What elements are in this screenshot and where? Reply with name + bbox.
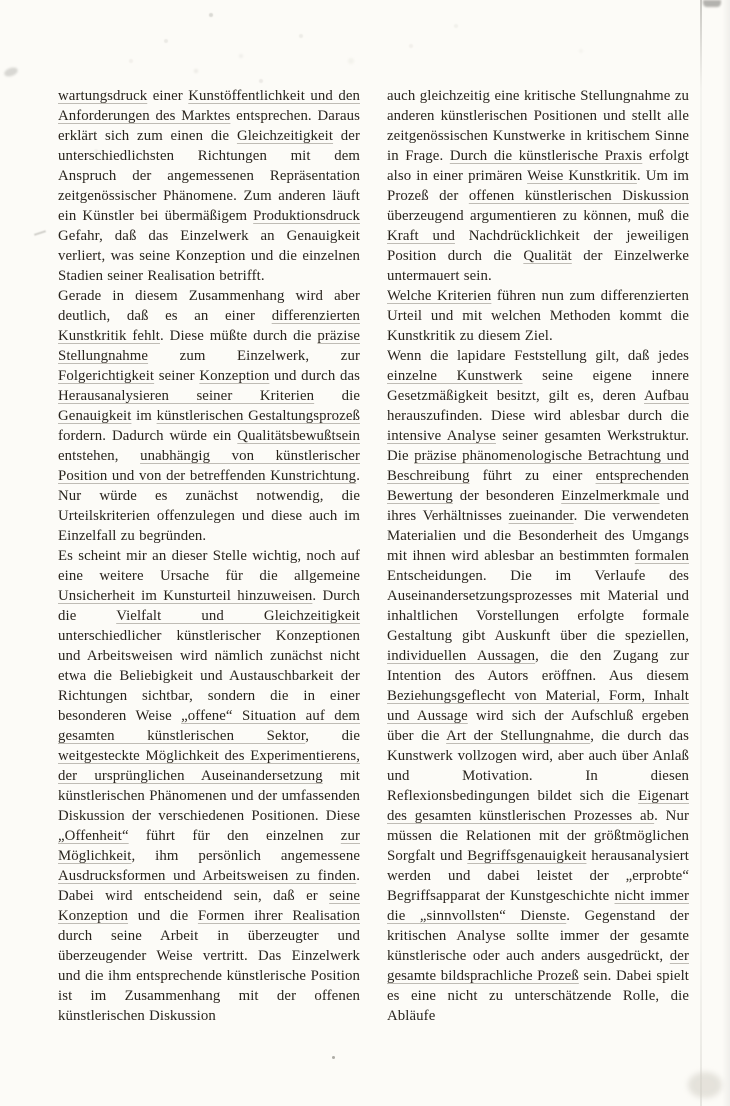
scan-speckles	[0, 0, 2, 2]
text-segment: überzeugend argumentieren zu können, muß die	[387, 208, 689, 224]
paragraph	[387, 86, 689, 286]
text-segment: Gerade in diesem Zusammenhang wird aber deutlich, daß es an einer	[58, 288, 360, 324]
pencil-underlined-text: Produktionsdruck	[253, 208, 360, 224]
scan-blob-bottom-right	[688, 1072, 722, 1098]
pencil-underlined-text: Weise Kunstkritik	[527, 168, 637, 184]
text-segment: der besonderen	[452, 488, 562, 504]
text-segment: . Gegenstand der kritischen Analyse sollte immer der gesamte künstlerische oder auch anders ausgedrückt,	[387, 908, 690, 964]
text-segment: , die	[305, 728, 360, 744]
pencil-underlined-text: Art der Stellungnahme	[446, 728, 591, 744]
page-edge-line	[700, 0, 702, 1106]
pencil-underlined-text: individuellen Aussagen	[387, 648, 536, 664]
text-segment: . Durch die	[58, 588, 360, 624]
text-segment: fordern. Dadurch würde ein	[58, 428, 238, 444]
text-segment: . Dabei wird entscheidend sein, daß er	[58, 868, 360, 904]
text-segment: , die durch das Kunstwerk vollzogen wird, aber auch über Anlaß und Motivation. In diesen Reflexionsbedingungen bildet sich die	[387, 728, 689, 804]
paragraph	[58, 546, 360, 1026]
text-segment: wird sich der Aufschluß ergeben über die	[387, 708, 690, 744]
text-segment: Es scheint mir an dieser Stelle wichtig, noch auf eine weitere Ursache für die allgemeine	[58, 548, 360, 584]
pencil-underlined-text: weitgesteckte Möglichkeit des Experimentierens, der ursprünglichen Auseinandersetzung	[58, 748, 360, 784]
pencil-underlined-text: Konzeption	[199, 368, 270, 384]
text-segment: sein. Dabei spielt es eine nicht zu unterschätzende Rolle, die Abläufe	[387, 968, 689, 1024]
pencil-underlined-text: Kunstöffentlichkeit und den Anforderungen des Marktes	[58, 88, 360, 124]
scan-speck-bottom-center	[332, 1056, 335, 1059]
pencil-underlined-text: Welche Kriterien	[387, 288, 492, 304]
text-segment: unterschiedlicher künstlerischer Konzeptionen und Arbeitsweisen wird nämlich zunächst nicht etwa die Beliebigkeit und Austauschbarkeit der Richtungen sichtbar, sondern die in einer besonderen Weise	[58, 628, 360, 724]
paragraph	[58, 86, 360, 286]
text-segment: mit künstlerischen Phänomenen und der umfassenden Diskussion der verschiedenen Positionen. Diese	[58, 768, 360, 824]
text-segment: erfolgt also in einer primären	[387, 148, 689, 184]
pencil-underlined-text: Qualitätsbewußtsein	[237, 428, 360, 444]
pencil-underlined-text: Begriffsgenauigkeit	[467, 848, 587, 864]
text-segment: . Um im Prozeß der	[387, 168, 689, 204]
text-segment: . Diese müßte durch die	[160, 328, 318, 344]
text-column-left	[58, 86, 360, 1026]
pencil-underlined-text: „Offenheit“	[58, 828, 129, 844]
text-segment: im	[131, 408, 157, 424]
pencil-underlined-text: Ausdrucksformen und Arbeitsweisen zu finden	[58, 868, 357, 884]
text-segment: entsprechen. Daraus erklärt sich zum einen die	[58, 108, 360, 144]
pencil-underlined-text: Kraft und	[387, 228, 455, 244]
text-segment: . Nur müssen die Relationen mit der größtmöglichen Sorgfalt und	[387, 808, 689, 864]
pencil-underlined-text: Genauigkeit	[58, 408, 132, 424]
text-segment: . Die verwendeten Materialien und die Besonderheit des Umgangs mit ihnen wird ablesbar an bestimmten	[387, 508, 689, 564]
pencil-underlined-text: offenen künstlerischen Diskussion	[468, 188, 690, 204]
pencil-underlined-text: seine Konzeption	[58, 888, 360, 924]
pencil-underlined-text: zur Möglichkeit	[58, 828, 360, 864]
text-segment: , die den Zugang zur Intention des Autors eröffnen. Aus diesem	[387, 648, 689, 684]
text-segment: auch gleichzeitig eine kritische Stellungnahme zu anderen künstlerischen Positionen und stellt alle zeitgenössischen Kunstwerke in kritischem Sinne in Frage.	[387, 88, 689, 164]
text-segment: , ihm persönlich angemessene	[131, 848, 360, 864]
text-column-right	[387, 86, 689, 1026]
paragraph	[387, 346, 689, 1026]
pencil-underlined-text: künstlerischen Gestaltungsprozeß	[156, 408, 360, 424]
text-segment: seiner gesamten Werkstruktur. Die	[387, 428, 689, 464]
pencil-underlined-text: einzelne Kunstwerk	[387, 368, 523, 384]
text-segment: führen nun zum differenzierten Urteil und mit welchen Methoden kommt die Kunstkritik zu diesem Ziel.	[387, 288, 689, 344]
text-segment: Wenn die lapidare Feststellung gilt, daß jedes	[387, 348, 689, 364]
pencil-underlined-text: Formen ihrer Realisation	[197, 908, 360, 924]
text-segment: entstehen,	[58, 448, 141, 464]
pencil-underlined-text: präzise Stellungnahme	[58, 328, 360, 364]
text-segment: und durch das	[269, 368, 360, 384]
text-segment: durch seine Arbeit in überzeugter und überzeugender Weise vertritt. Das Einzelwerk und die ihm entsprechende künstlerische Position ist im Zusammenhang mit der offenen künstlerischen Diskussion	[58, 928, 360, 1024]
pencil-underlined-text: präzise phänomenologische Betrachtung und Beschreibung	[387, 448, 689, 484]
pencil-underlined-text: differenzierten Kunstkritik fehlt	[58, 308, 360, 344]
pencil-underlined-text: Aufbau	[644, 388, 689, 404]
pencil-underlined-text: intensive Analyse	[387, 428, 496, 444]
pencil-underlined-text: „offene“ Situation auf dem gesamten künstlerischen Sektor	[58, 708, 360, 744]
text-segment: zum Einzelwerk, zur	[148, 348, 360, 364]
text-segment: die	[314, 388, 360, 404]
text-segment: und die	[128, 908, 198, 924]
paragraph	[387, 286, 689, 346]
pencil-tick-left-margin	[34, 230, 46, 236]
text-segment: herauszufinden. Diese wird ablesbar durch die	[387, 408, 689, 424]
pencil-underlined-text: der gesamte bildsprachliche Prozeß	[387, 948, 689, 984]
pencil-underlined-text: formalen	[634, 548, 689, 564]
text-segment: führt für den einzelnen	[128, 828, 341, 844]
text-segment: seiner	[154, 368, 200, 384]
two-column-text-block	[58, 86, 690, 1026]
pencil-underlined-text: unabhängig von künstlerischer Position und von der betreffenden Kunstrichtung	[58, 448, 360, 484]
text-segment: . Nur würde es zunächst notwendig, die Urteilskriterien offenzulegen und diese auch im Einzelfall zu begründen.	[58, 468, 360, 544]
pencil-underlined-text: Herausanalysieren seiner Kriterien	[58, 388, 315, 404]
text-segment: seine eigene innere Gesetzmäßigkeit besitzt, gilt es, deren	[387, 368, 689, 404]
pencil-underlined-text: Beziehungsgeflecht von Material, Form, Inhalt und Aussage	[387, 688, 689, 724]
pencil-underlined-text: Vielfalt und Gleichzeitigkeit	[116, 608, 361, 624]
text-segment: führt zu einer	[469, 468, 596, 484]
pencil-underlined-text: entsprechenden Bewertung	[387, 468, 689, 504]
pencil-underlined-text: Qualität	[523, 248, 572, 264]
text-segment: einer	[147, 88, 189, 104]
pencil-underlined-text: Einzelmerkmale	[561, 488, 660, 504]
text-segment: Entscheidungen. Die im Verlaufe des Auseinandersetzungsprozesses mit Material und inhaltlichen Vorstellungen erfolgte formale Gestaltung gibt Auskunft über die speziellen,	[387, 568, 689, 644]
pencil-underlined-text: wartungsdruck	[58, 88, 148, 104]
pencil-underlined-text: Unsicherheit im Kunsturteil hinzuweisen	[58, 588, 313, 604]
pencil-underlined-text: zueinander	[508, 508, 574, 524]
text-segment: Gefahr, daß das Einzelwerk an Genauigkeit verliert, was seine Konzeption und die einzelnen Stadien seiner Realisation betrifft.	[58, 228, 360, 284]
pencil-underlined-text: nicht immer die „sinnvollsten“ Dienste	[387, 888, 689, 924]
text-segment: der Einzelwerke untermauert sein.	[387, 248, 689, 284]
text-segment: Nachdrücklichkeit der jeweiligen Position durch die	[387, 228, 689, 264]
pencil-underlined-text: Folgerichtigkeit	[58, 368, 155, 384]
text-segment: und ihres Verhältnisses	[387, 488, 689, 524]
text-segment: der unterschiedlichsten Richtungen mit dem Anspruch der angemessenen Repräsentation zeitgenössischer Phänomene. Zum anderen läuft ein Künstler bei übermäßigem	[58, 128, 360, 224]
pencil-underlined-text: Durch die künstlerische Praxis	[449, 148, 643, 164]
paragraph	[58, 286, 360, 546]
pencil-underlined-text: Eigenart des gesamten künstlerischen Prozesses ab	[387, 788, 689, 824]
scan-mark-top-left	[3, 66, 19, 78]
pencil-underlined-text: Gleichzeitigkeit	[236, 128, 334, 144]
scan-nick-top-right	[703, 0, 721, 7]
text-segment: herausanalysiert werden und dabei leistet der „erprobte“ Begriffsapparat der Kunstgeschichte	[387, 848, 689, 904]
page-edge-shadow	[722, 0, 730, 1106]
